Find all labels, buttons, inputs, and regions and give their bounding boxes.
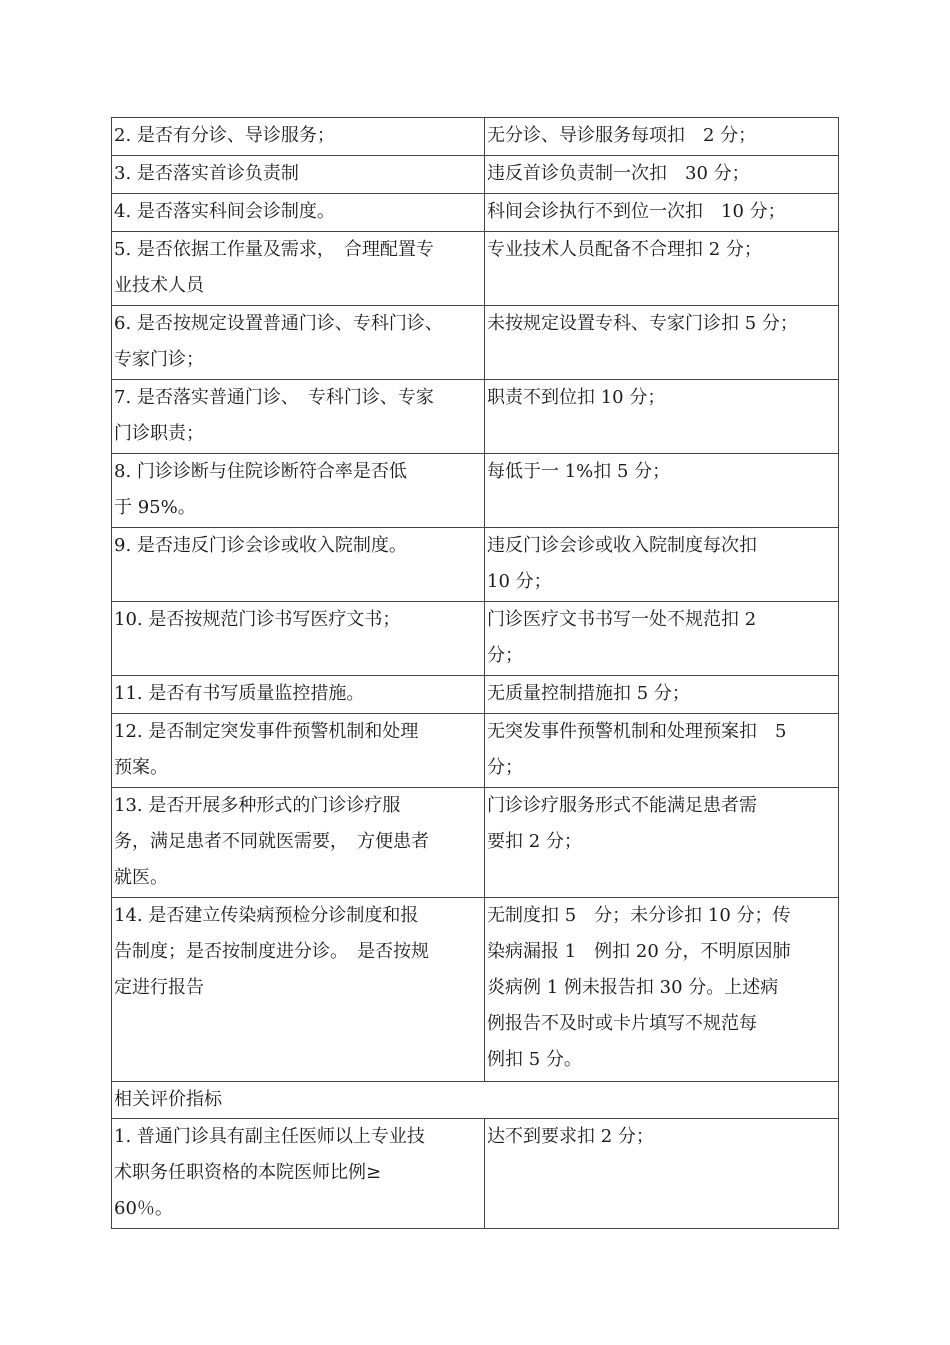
- table-row: [112, 528, 839, 602]
- item-cell: 5. 是否依据工作量及需求， 合理配置专 业技术人员: [112, 232, 485, 306]
- table-row: [112, 1119, 839, 1229]
- item-cell: 2. 是否有分诊、导诊服务；: [112, 118, 485, 156]
- evaluation-table: [111, 117, 839, 1229]
- deduction-cell: 门诊诊疗服务形式不能满足患者需 要扣 2 分；: [485, 788, 839, 898]
- item-cell: 4. 是否落实科间会诊制度。: [112, 194, 485, 232]
- table-row: [112, 194, 839, 232]
- deduction-cell: 无分诊、导诊服务每项扣 2 分；: [485, 118, 839, 156]
- table-row: [112, 898, 839, 1082]
- table-row: [112, 118, 839, 156]
- section-header: 相关评价指标: [112, 1082, 839, 1119]
- deduction-cell: 每低于一 1%扣 5 分；: [485, 454, 839, 528]
- deduction-cell: 无质量控制措施扣 5 分；: [485, 676, 839, 714]
- table-row: [112, 232, 839, 306]
- table-row: [112, 676, 839, 714]
- table-row: [112, 380, 839, 454]
- item-cell: 10. 是否按规范门诊书写医疗文书；: [112, 602, 485, 676]
- item-cell: 12. 是否制定突发事件预警机制和处理 预案。: [112, 714, 485, 788]
- table-row: [112, 306, 839, 380]
- deduction-cell: 违反门诊会诊或收入院制度每次扣 10 分；: [485, 528, 839, 602]
- item-cell: 8. 门诊诊断与住院诊断符合率是否低 于 95%。: [112, 454, 485, 528]
- item-cell: 7. 是否落实普通门诊、 专科门诊、专家 门诊职责；: [112, 380, 485, 454]
- item-cell: 14. 是否建立传染病预检分诊制度和报 告制度；是否按制度进分诊。 是否按规 定进行报告: [112, 898, 485, 1082]
- deduction-cell: 专业技术人员配备不合理扣 2 分；: [485, 232, 839, 306]
- item-cell: 9. 是否违反门诊会诊或收入院制度。: [112, 528, 485, 602]
- deduction-cell: 科间会诊执行不到位一次扣 10 分；: [485, 194, 839, 232]
- deduction-cell: 无突发事件预警机制和处理预案扣 5 分；: [485, 714, 839, 788]
- item-cell: 1. 普通门诊具有副主任医师以上专业技 术职务任职资格的本院医师比例≥ 60％。: [112, 1119, 485, 1229]
- item-cell: 11. 是否有书写质量监控措施。: [112, 676, 485, 714]
- table-row: [112, 454, 839, 528]
- table-row: [112, 602, 839, 676]
- deduction-cell: 违反首诊负责制一次扣 30 分；: [485, 156, 839, 194]
- table-row: [112, 714, 839, 788]
- table-row: [112, 788, 839, 898]
- deduction-cell: 未按规定设置专科、专家门诊扣 5 分；: [485, 306, 839, 380]
- section-header-row: [112, 1082, 839, 1119]
- item-cell: 3. 是否落实首诊负责制: [112, 156, 485, 194]
- table-row: [112, 156, 839, 194]
- deduction-cell: 门诊医疗文书书写一处不规范扣 2 分；: [485, 602, 839, 676]
- deduction-cell: 达不到要求扣 2 分；: [485, 1119, 839, 1229]
- item-cell: 13. 是否开展多种形式的门诊诊疗服 务，满足患者不同就医需要， 方便患者 就医。: [112, 788, 485, 898]
- item-cell: 6. 是否按规定设置普通门诊、专科门诊、 专家门诊；: [112, 306, 485, 380]
- deduction-cell: 无制度扣 5 分；未分诊扣 10 分；传 染病漏报 1 例扣 20 分，不明原因肺 炎病例 1 例未报告扣 30 分。上述病 例报告不及时或卡片填写不规范每 例扣 5 分。: [485, 898, 839, 1082]
- deduction-cell: 职责不到位扣 10 分；: [485, 380, 839, 454]
